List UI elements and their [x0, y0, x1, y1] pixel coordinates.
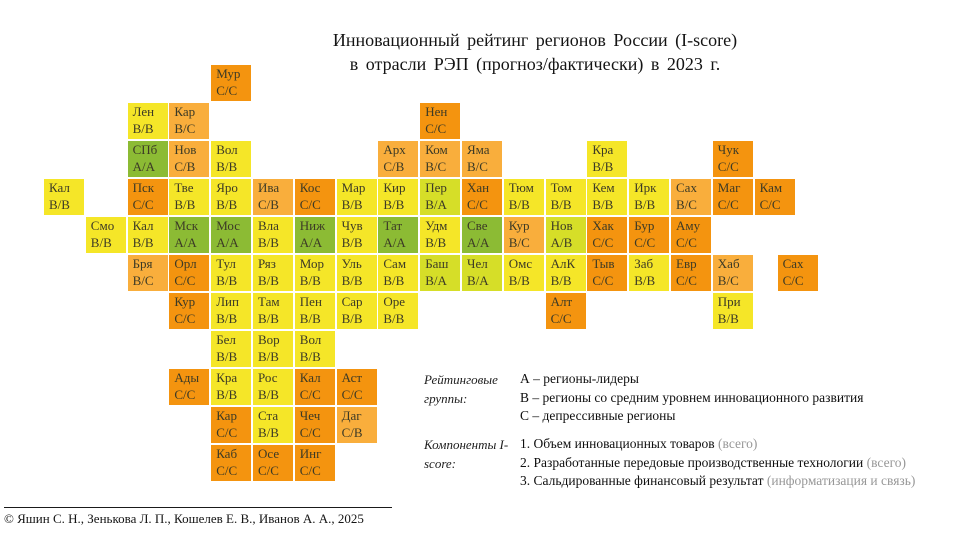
- region-tile-Алт-r6: [546, 293, 586, 329]
- region-rating: В/В: [258, 234, 279, 250]
- region-tile-Арх-r2: [378, 141, 418, 177]
- region-rating: В/В: [216, 158, 238, 174]
- region-rating: В/В: [383, 272, 405, 288]
- footer-copyright: © Яшин С. Н., Зенькова Л. П., Кошелев Е. В., Иванов А. А., 2025: [4, 511, 364, 526]
- region-tile-Яро-r3: [211, 179, 251, 215]
- region-rating: В/В: [592, 158, 614, 174]
- region-rating: В/В: [49, 196, 70, 212]
- region-rating: В/В: [383, 196, 405, 212]
- region-tile-Чел-r5: [462, 255, 502, 291]
- region-rating: С/С: [717, 196, 739, 212]
- region-abbr: Мор: [299, 256, 325, 271]
- region-abbr: Вор: [258, 332, 280, 347]
- region-tile-Чук-r2: [713, 141, 753, 177]
- region-tile-Кос-r3: [295, 179, 335, 215]
- region-tile-Чеч-r9: [295, 407, 335, 443]
- region-rating: С/С: [676, 234, 697, 250]
- region-tile-Лен-r1: [128, 103, 168, 139]
- region-abbr: Бур: [634, 218, 655, 233]
- region-rating: А/А: [299, 234, 323, 250]
- region-tile-АлК-r5: [546, 255, 586, 291]
- region-rating: С/С: [299, 386, 321, 402]
- legend-components-items: [520, 435, 960, 491]
- region-rating: С/С: [634, 234, 656, 250]
- region-tile-Бел-r7: [211, 331, 251, 367]
- region-abbr: Кал: [49, 180, 70, 195]
- region-abbr: Пск: [132, 180, 155, 195]
- region-tile-Тыв-r5: [587, 255, 627, 291]
- region-tile-Омс-r5: [504, 255, 544, 291]
- region-abbr: Яма: [467, 142, 490, 157]
- chart-title-line1: Инновационный рейтинг регионов России (I-score): [332, 30, 738, 50]
- region-abbr: Мск: [174, 218, 199, 233]
- region-abbr: Све: [467, 218, 488, 233]
- region-abbr: Мар: [341, 180, 366, 195]
- region-abbr: Омс: [508, 256, 533, 271]
- region-tile-Тат-r4: [378, 217, 418, 253]
- region-tile-Аст-r8: [337, 369, 377, 405]
- region-abbr: Алт: [550, 294, 573, 309]
- region-abbr: Хак: [592, 218, 614, 233]
- region-tile-Мор-r5: [295, 255, 335, 291]
- region-abbr: Баш: [425, 256, 449, 271]
- region-rating: В/А: [467, 272, 489, 288]
- region-rating: С/С: [782, 272, 804, 288]
- region-rating: В/В: [216, 196, 238, 212]
- region-rating: В/В: [258, 348, 279, 364]
- region-tile-Инг-r10: [295, 445, 335, 481]
- region-abbr: Кар: [216, 408, 237, 423]
- legend-component-item: [520, 472, 960, 491]
- region-tile-Вол-r2: [211, 141, 251, 177]
- region-rating: В/С: [676, 196, 697, 212]
- region-tile-Кал-r8: [295, 369, 335, 405]
- region-rating: С/С: [299, 424, 321, 440]
- region-rating: С/С: [759, 196, 781, 212]
- region-tile-Ком-r2: [420, 141, 460, 177]
- footer-divider: [4, 507, 392, 508]
- region-rating: В/В: [508, 196, 530, 212]
- region-rating: В/В: [216, 272, 238, 288]
- region-abbr: Тат: [383, 218, 403, 233]
- region-abbr: Ады: [174, 370, 200, 385]
- region-rating: В/В: [550, 196, 572, 212]
- region-tile-Вла-r4: [253, 217, 293, 253]
- region-tile-Евр-r5: [671, 255, 711, 291]
- region-tile-Сах-r5: [778, 255, 818, 291]
- region-tile-Вол-r7: [295, 331, 335, 367]
- region-tile-Пер-r3: [420, 179, 460, 215]
- region-abbr: Ком: [425, 142, 448, 157]
- region-abbr: Сах: [676, 180, 697, 195]
- region-abbr: Арх: [383, 142, 406, 157]
- region-abbr: Оре: [383, 294, 406, 309]
- region-tile-Пен-r6: [295, 293, 335, 329]
- region-abbr: Осе: [258, 446, 280, 461]
- region-tile-Пск-r3: [128, 179, 168, 215]
- region-rating: С/С: [592, 234, 614, 250]
- legend-component-note: (всего): [718, 436, 758, 451]
- region-abbr: Кар: [174, 104, 196, 119]
- region-abbr: Евр: [676, 256, 697, 271]
- legend-group-item: С – депрессивные регионы: [520, 408, 676, 423]
- region-tile-Кем-r3: [587, 179, 627, 215]
- region-abbr: Хан: [467, 180, 490, 195]
- region-abbr: Нен: [425, 104, 448, 119]
- region-rating: С/С: [717, 158, 739, 174]
- region-abbr: Бря: [132, 256, 153, 271]
- region-tile-Удм-r4: [420, 217, 460, 253]
- region-tile-Кал-r3: [44, 179, 84, 215]
- region-abbr: Чув: [341, 218, 363, 233]
- region-tile-Лип-r6: [211, 293, 251, 329]
- region-rating: В/В: [132, 120, 154, 136]
- legend-group-item: А – регионы-лидеры: [520, 371, 639, 386]
- region-tile-Мар-r3: [337, 179, 377, 215]
- region-abbr: Кур: [508, 218, 530, 233]
- region-rating: В/А: [425, 272, 447, 288]
- legend-component-text: 1. Объем инновационных товаров: [520, 436, 719, 451]
- region-rating: В/С: [425, 158, 447, 174]
- region-rating: В/В: [299, 310, 321, 326]
- legend-component-text: 2. Разработанные передовые производственные технологии: [520, 454, 867, 470]
- region-abbr: АлК: [550, 256, 576, 271]
- region-rating: В/В: [90, 234, 112, 250]
- region-tile-Кал-r4: [128, 217, 168, 253]
- region-tile-Хан-r3: [462, 179, 502, 215]
- region-rating: С/С: [132, 196, 154, 212]
- region-tile-Бур-r4: [629, 217, 669, 253]
- region-abbr: СПб: [132, 142, 158, 157]
- region-tile-Осе-r10: [253, 445, 293, 481]
- region-tile-Сах-r3: [671, 179, 711, 215]
- region-abbr: Лип: [216, 294, 239, 309]
- region-rating: В/С: [508, 234, 530, 250]
- region-rating: С/В: [341, 424, 363, 440]
- region-rating: А/В: [550, 234, 573, 250]
- region-rating: С/С: [467, 196, 488, 212]
- region-tile-Кур-r4: [504, 217, 544, 253]
- legend-components-label: Компоненты I-score:: [424, 437, 509, 471]
- region-abbr: Тул: [216, 256, 236, 271]
- region-tile-При-r6: [713, 293, 753, 329]
- region-abbr: Вол: [299, 332, 322, 347]
- legend-rating-groups-items: [520, 370, 960, 426]
- region-tile-Бря-r5: [128, 255, 168, 291]
- region-abbr: Том: [550, 180, 573, 195]
- region-rating: А/А: [174, 234, 197, 250]
- region-rating: В/В: [634, 196, 656, 212]
- region-rating: С/С: [216, 82, 238, 98]
- region-rating: В/В: [341, 272, 363, 288]
- region-tile-Кар-r1: [169, 103, 209, 139]
- region-rating: А/А: [132, 158, 155, 174]
- region-abbr: Даг: [341, 408, 362, 423]
- region-rating: С/С: [258, 462, 279, 478]
- legend-rating-groups-label: Рейтинговые группы:: [424, 372, 498, 406]
- region-abbr: Лен: [132, 104, 155, 119]
- region-tile-Мур-r0: [211, 65, 251, 101]
- region-abbr: Маг: [717, 180, 741, 195]
- region-tile-Уль-r5: [337, 255, 377, 291]
- region-tile-Чув-r4: [337, 217, 377, 253]
- region-tile-Том-r3: [546, 179, 586, 215]
- region-tile-Мск-r4: [169, 217, 209, 253]
- region-rating: С/С: [299, 462, 321, 478]
- legend-group-item: В – регионы со средним уровнем инновационного развития: [520, 389, 864, 405]
- region-rating: С/С: [550, 310, 572, 326]
- region-tile-Тюм-r3: [504, 179, 544, 215]
- region-rating: В/В: [383, 310, 405, 326]
- region-rating: В/В: [258, 424, 279, 440]
- region-tile-Каб-r10: [211, 445, 251, 481]
- region-rating: С/С: [676, 272, 697, 288]
- region-tile-Кра-r8: [211, 369, 251, 405]
- region-abbr: Тве: [174, 180, 194, 195]
- region-rating: В/С: [174, 120, 196, 136]
- legend-component-item: [520, 454, 960, 473]
- region-abbr: Хаб: [717, 256, 740, 271]
- region-abbr: Смо: [90, 218, 115, 233]
- region-abbr: Сам: [383, 256, 407, 271]
- legend-component-item: [520, 435, 960, 454]
- region-abbr: Кам: [759, 180, 783, 195]
- region-rating: В/В: [550, 272, 572, 288]
- region-tile-Кур-r6: [169, 293, 209, 329]
- region-rating: В/В: [592, 196, 614, 212]
- region-rating: В/С: [467, 158, 488, 174]
- region-abbr: Вол: [216, 142, 238, 157]
- region-tile-Кир-r3: [378, 179, 418, 215]
- region-tile-Нов-r4: [546, 217, 586, 253]
- region-abbr: Тюм: [508, 180, 534, 195]
- region-rating: В/В: [425, 234, 447, 250]
- region-abbr: Там: [258, 294, 280, 309]
- region-abbr: Чук: [717, 142, 740, 157]
- region-tile-Вор-r7: [253, 331, 293, 367]
- region-abbr: При: [717, 294, 741, 309]
- region-rating: В/В: [258, 310, 279, 326]
- region-tile-Хаб-r5: [713, 255, 753, 291]
- region-abbr: Кра: [216, 370, 238, 385]
- region-abbr: Орл: [174, 256, 197, 271]
- region-abbr: Кур: [174, 294, 196, 309]
- region-rating: В/В: [258, 272, 279, 288]
- region-tile-Кра-r2: [587, 141, 627, 177]
- region-tile-Нов-r2: [169, 141, 209, 177]
- region-rating: В/В: [132, 234, 154, 250]
- region-tile-Ады-r8: [169, 369, 209, 405]
- region-tile-Све-r4: [462, 217, 502, 253]
- region-tile-Кам-r3: [755, 179, 795, 215]
- region-abbr: Кир: [383, 180, 406, 195]
- region-abbr: Ста: [258, 408, 279, 423]
- region-abbr: Чел: [467, 256, 488, 271]
- region-abbr: Пен: [299, 294, 322, 309]
- region-rating: С/В: [258, 196, 279, 212]
- region-abbr: Кал: [132, 218, 154, 233]
- region-abbr: Ирк: [634, 180, 657, 195]
- region-abbr: Инг: [299, 446, 322, 461]
- region-abbr: Мос: [216, 218, 241, 233]
- legend-component-text: 3. Сальдированные финансовый результат: [520, 473, 767, 488]
- region-tile-Аму-r4: [671, 217, 711, 253]
- legend-component-note: (информатизация и связь): [766, 473, 916, 488]
- region-tile-Сар-r6: [337, 293, 377, 329]
- region-rating: С/С: [216, 462, 238, 478]
- region-abbr: Каб: [216, 446, 238, 461]
- region-rating: С/С: [174, 272, 196, 288]
- region-tile-Нен-r1: [420, 103, 460, 139]
- region-rating: В/А: [425, 196, 447, 212]
- region-rating: С/С: [425, 120, 447, 136]
- region-rating: В/В: [341, 310, 363, 326]
- region-tile-Тул-r5: [211, 255, 251, 291]
- region-rating: В/В: [717, 310, 739, 326]
- region-abbr: Кал: [299, 370, 321, 385]
- region-abbr: Кра: [592, 142, 614, 157]
- region-rating: В/В: [634, 272, 656, 288]
- region-rating: В/В: [341, 234, 363, 250]
- region-abbr: Заб: [634, 256, 654, 271]
- region-rating: С/С: [341, 386, 363, 402]
- region-abbr: Бел: [216, 332, 236, 347]
- region-tile-Смо-r4: [86, 217, 126, 253]
- region-tile-Яма-r2: [462, 141, 502, 177]
- region-rating: А/А: [383, 234, 406, 250]
- region-rating: В/В: [258, 386, 279, 402]
- region-rating: В/С: [132, 272, 154, 288]
- region-abbr: Ниж: [299, 218, 326, 233]
- region-tile-Мос-r4: [211, 217, 251, 253]
- region-rating: В/В: [299, 348, 321, 364]
- region-abbr: Кос: [299, 180, 321, 195]
- region-tile-Орл-r5: [169, 255, 209, 291]
- region-rating: В/С: [717, 272, 739, 288]
- region-abbr: Вла: [258, 218, 279, 233]
- region-abbr: Тыв: [592, 256, 615, 271]
- region-rating: С/С: [592, 272, 614, 288]
- region-tile-СПб-r2: [128, 141, 168, 177]
- region-rating: С/С: [174, 310, 196, 326]
- region-tile-Оре-r6: [378, 293, 418, 329]
- region-tile-Ряз-r5: [253, 255, 293, 291]
- region-rating: В/В: [341, 196, 363, 212]
- region-abbr: Пер: [425, 180, 447, 195]
- region-tile-Маг-r3: [713, 179, 753, 215]
- region-tile-Рос-r8: [253, 369, 293, 405]
- region-rating: С/С: [174, 386, 196, 402]
- region-abbr: Сар: [341, 294, 363, 309]
- region-rating: В/В: [216, 386, 238, 402]
- region-rating: С/В: [383, 158, 405, 174]
- region-rating: В/В: [174, 196, 196, 212]
- region-rating: В/В: [508, 272, 530, 288]
- region-abbr: Сах: [782, 256, 804, 271]
- region-abbr: Мур: [216, 66, 241, 81]
- region-rating: В/В: [216, 348, 238, 364]
- region-tile-Сам-r5: [378, 255, 418, 291]
- region-rating: В/В: [299, 272, 321, 288]
- region-tile-Хак-r4: [587, 217, 627, 253]
- region-abbr: Ряз: [258, 256, 276, 271]
- region-abbr: Яро: [216, 180, 238, 195]
- region-tile-Ниж-r4: [295, 217, 335, 253]
- region-tile-Тве-r3: [169, 179, 209, 215]
- region-tile-Кар-r9: [211, 407, 251, 443]
- region-tile-Ирк-r3: [629, 179, 669, 215]
- region-tile-Заб-r5: [629, 255, 669, 291]
- region-tile-Там-r6: [253, 293, 293, 329]
- chart-title-line2: в отрасли РЭП (прогноз/фактически) в 2023 г.: [349, 54, 721, 74]
- region-rating: В/В: [216, 310, 238, 326]
- region-abbr: Аму: [676, 218, 701, 233]
- region-rating: А/А: [467, 234, 490, 250]
- region-abbr: Нов: [174, 142, 197, 157]
- region-tile-Ива-r3: [253, 179, 293, 215]
- region-tile-Даг-r9: [337, 407, 377, 443]
- region-rating: С/С: [299, 196, 321, 212]
- region-abbr: Уль: [341, 256, 362, 271]
- region-abbr: Кем: [592, 180, 615, 195]
- region-abbr: Чеч: [299, 408, 321, 423]
- region-abbr: Аст: [341, 370, 363, 385]
- region-rating: С/С: [216, 424, 238, 440]
- legend-component-note: (всего): [866, 454, 907, 470]
- region-abbr: Рос: [258, 370, 278, 385]
- region-abbr: Ива: [258, 180, 280, 195]
- region-rating: А/А: [216, 234, 239, 250]
- region-tile-Ста-r9: [253, 407, 293, 443]
- region-rating: С/В: [174, 158, 196, 174]
- region-abbr: Удм: [425, 218, 448, 233]
- region-tile-Баш-r5: [420, 255, 460, 291]
- region-abbr: Нов: [550, 218, 573, 233]
